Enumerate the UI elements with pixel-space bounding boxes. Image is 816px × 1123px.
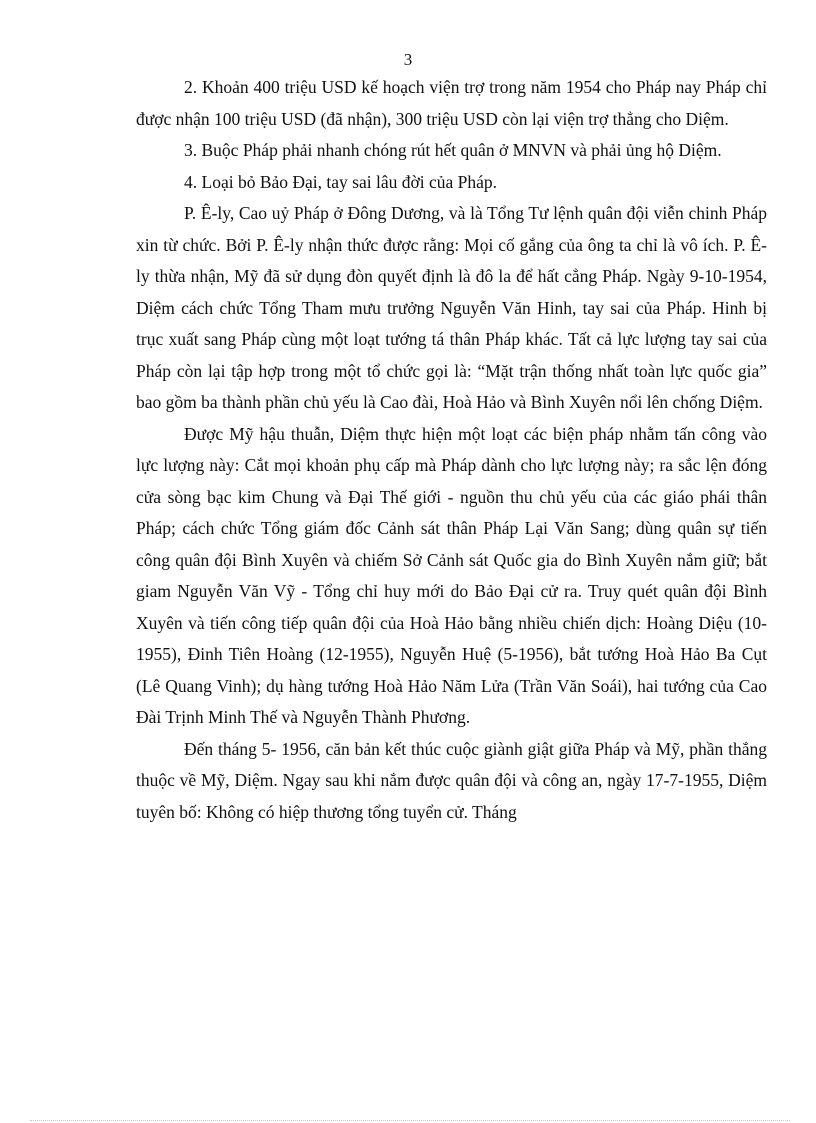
paragraph-remove-bao-dai: 4. Loại bỏ Bảo Đại, tay sai lâu đời của Pháp. — [184, 171, 498, 192]
paragraph-aid-allocation: 2. Khoản 400 triệu USD kế hoạch viện trợ trong năm 1954 cho Pháp nay Pháp chỉ được nhận 100 triệu USD (đã nhận), 300 triệu USD còn lại viện trợ thẳng cho Diệm. — [136, 77, 767, 129]
page-number: 3 — [403, 50, 413, 69]
page-bottom-divider — [30, 1120, 790, 1121]
paragraph-ely-resignation: P. Ê-ly, Cao uỷ Pháp ở Đông Dương, và là Tổng Tư lệnh quân đội viễn chinh Pháp xin từ chức. Bởi P. Ê-ly nhận thức được rằng: Mọi cố gắng của ông ta chỉ là vô ích. P. Ê-ly thừa nhận, Mỹ đã sử dụng đòn quyết định là đô la để hất cẳng Pháp. Ngày 9-10-1954, Diệm cách chức Tổng Tham mưu trưởng Nguyễn Văn Hinh, tay sai của Pháp. Hinh bị trục xuất sang Pháp cùng một loạt tướng tá thân Pháp khác. Tất cả lực lượng tay sai của Pháp còn lại tập hợp trong một tổ chức gọi là: “Mặt trận thống nhất toàn lực quốc gia” bao gồm ba thành phần chủ yếu là Cao đài, Hoà Hảo và Bình Xuyên nổi lên chống Diệm. — [136, 203, 767, 412]
paragraph-withdraw-troops: 3. Buộc Pháp phải nhanh chóng rút hết quân ở MNVN và phải ủng hộ Diệm. — [184, 140, 722, 160]
paragraph-diem-measures: Được Mỹ hậu thuẫn, Diệm thực hiện một loạt các biện pháp nhằm tấn công vào lực lượng này: Cắt mọi khoản phụ cấp mà Pháp dành cho lực lượng này; ra sắc lện đóng cửa sòng bạc kim Chung và Đại Thế giới - nguồn thu chủ yếu của các giáo phái thân Pháp; cách chức Tổng giám đốc Cảnh sát thân Pháp Lại Văn Sang; dùng quân sự tiến công quân đội Bình Xuyên và chiếm Sở Cảnh sát Quốc gia do Bình Xuyên nắm giữ; bắt giam Nguyễn Văn Vỹ - Tổng chỉ huy mới do Bảo Đại cử ra. Truy quét quân đội Bình Xuyên và tiến công tiếp quân đội của Hoà Hảo bằng nhiều chiến dịch: Hoàng Diệu (10-1955), Đinh Tiên Hoàng (12-1955), Nguyễn Huệ (5-1956), bắt tướng Hoà Hảo Ba Cụt (Lê Quang Vinh); dụ hàng tướng Hoà Hảo Năm Lửa (Trần Văn Soái), hai tướng của Cao Đài Trịnh Minh Thế và Nguyễn Thành Phương. — [136, 423, 767, 727]
paragraph-may-1956: Đến tháng 5- 1956, căn bản kết thúc cuộc giành giật giữa Pháp và Mỹ, phần thắng thuộc về Mỹ, Diệm. Ngay sau khi nắm được quân đội và công an, ngày 17-7-1955, Diệm tuyên bố: Không có hiệp thương tổng tuyển cử. Tháng — [136, 738, 767, 822]
document-body — [136, 72, 767, 828]
